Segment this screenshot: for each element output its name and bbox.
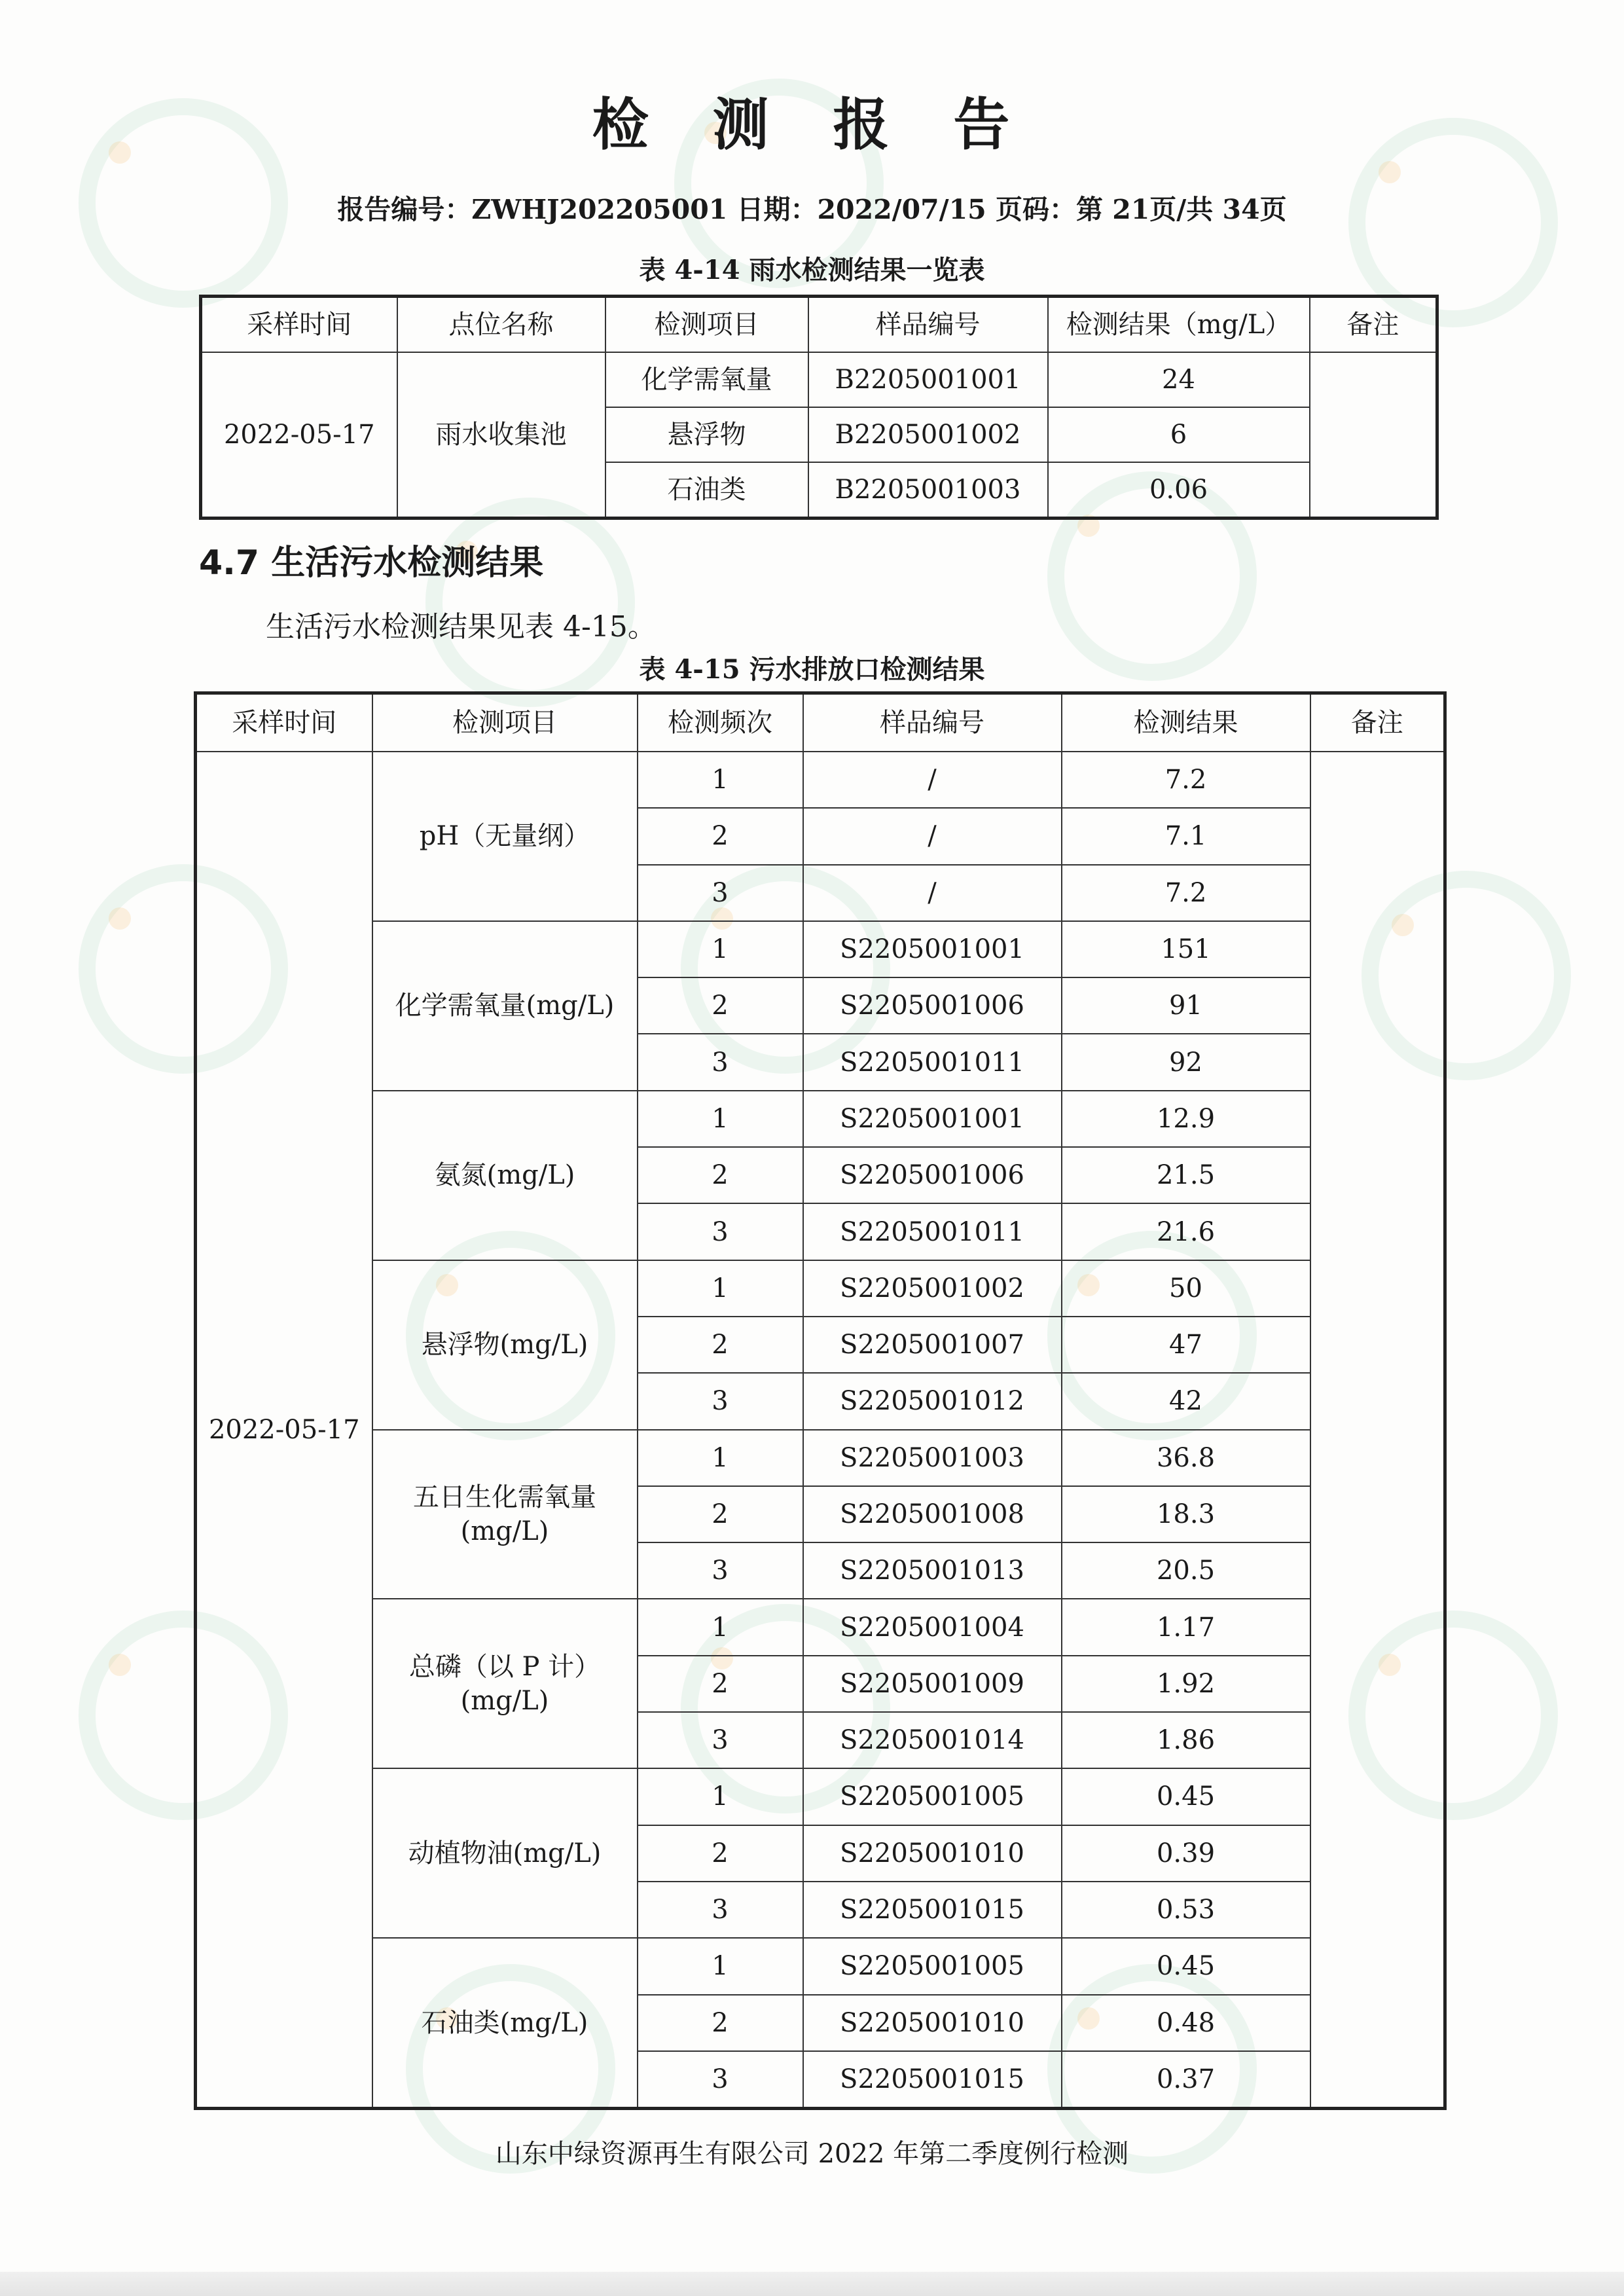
sample-id-cell: S2205001015 (803, 2051, 1062, 2109)
sample-id-cell: S2205001010 (803, 1995, 1062, 2051)
result-cell: 1.17 (1062, 1599, 1310, 1655)
section-intro: 生活污水检测结果见表 4-15。 (266, 610, 657, 644)
site-name-cell: 雨水收集池 (397, 352, 605, 519)
item-cell: 氨氮(mg/L) (372, 1091, 638, 1260)
table-row (196, 1768, 1445, 1825)
sample-id-cell: S2205001005 (803, 1768, 1062, 1825)
sample-id-cell: B2205001001 (808, 352, 1048, 407)
result-cell: 47 (1062, 1317, 1310, 1373)
header-cell: 检测结果 (1062, 693, 1310, 752)
table2-caption: 表 4-15 污水排放口检测结果 (639, 654, 985, 685)
section-heading: 4.7 生活污水检测结果 (199, 543, 544, 583)
item-cell: 总磷（以 P 计） (mg/L) (372, 1599, 638, 1768)
result-cell: 20.5 (1062, 1542, 1310, 1599)
result-cell: 21.5 (1062, 1147, 1310, 1203)
result-cell: 36.8 (1062, 1430, 1310, 1486)
item-cell: 悬浮物(mg/L) (372, 1260, 638, 1430)
table-header-row (201, 297, 1437, 353)
sample-id-cell: S2205001001 (803, 921, 1062, 977)
result-cell: 0.39 (1062, 1825, 1310, 1882)
result-cell: 0.45 (1062, 1768, 1310, 1825)
table1-caption: 表 4-14 雨水检测结果一览表 (639, 255, 985, 285)
header-cell: 点位名称 (397, 297, 605, 353)
table-row (196, 1599, 1445, 1655)
frequency-cell: 2 (638, 1486, 803, 1542)
remarks-cell (1310, 352, 1437, 519)
result-cell: 0.45 (1062, 1938, 1310, 1994)
header-cell: 采样时间 (196, 693, 372, 752)
frequency-cell: 3 (638, 1203, 803, 1260)
frequency-cell: 3 (638, 1373, 803, 1429)
result-cell: 21.6 (1062, 1203, 1310, 1260)
sample-id-cell: S2205001003 (803, 1430, 1062, 1486)
sample-id-cell: S2205001005 (803, 1938, 1062, 1994)
result-cell: 151 (1062, 921, 1310, 977)
report-title: 检 测 报 告 (592, 92, 1032, 158)
item-cell: 悬浮物 (605, 407, 808, 462)
header-cell: 检测项目 (605, 297, 808, 353)
sample-id-cell: S2205001013 (803, 1542, 1062, 1599)
result-cell: 0.53 (1062, 1882, 1310, 1938)
page-footer: 山东中绿资源再生有限公司 2022 年第二季度例行检测 (495, 2139, 1129, 2169)
frequency-cell: 2 (638, 1317, 803, 1373)
sample-id-cell: S2205001001 (803, 1091, 1062, 1147)
item-cell: pH（无量纲） (372, 752, 638, 921)
frequency-cell: 1 (638, 752, 803, 808)
header-cell: 备注 (1310, 297, 1437, 353)
frequency-cell: 2 (638, 977, 803, 1034)
frequency-cell: 1 (638, 1938, 803, 1994)
rainwater-results-table (199, 295, 1439, 520)
sample-id-cell: S2205001007 (803, 1317, 1062, 1373)
result-cell: 7.2 (1062, 865, 1310, 921)
result-cell: 0.06 (1048, 462, 1310, 519)
result-cell: 24 (1048, 352, 1310, 407)
result-cell: 1.86 (1062, 1712, 1310, 1768)
remarks-cell (1310, 752, 1445, 2109)
table-row (201, 352, 1437, 407)
frequency-cell: 1 (638, 1091, 803, 1147)
header-cell: 备注 (1310, 693, 1445, 752)
sample-id-cell: / (803, 808, 1062, 864)
frequency-cell: 1 (638, 1260, 803, 1317)
frequency-cell: 2 (638, 1147, 803, 1203)
sample-id-cell: S2205001006 (803, 1147, 1062, 1203)
table-row (196, 1091, 1445, 1147)
report-meta-line: 报告编号：ZWHJ202205001 日期：2022/07/15 页码：第 21页/共 34页 (337, 194, 1287, 225)
frequency-cell: 2 (638, 1825, 803, 1882)
result-cell: 18.3 (1062, 1486, 1310, 1542)
frequency-cell: 3 (638, 865, 803, 921)
item-cell: 动植物油(mg/L) (372, 1768, 638, 1938)
sample-id-cell: S2205001010 (803, 1825, 1062, 1882)
header-cell: 采样时间 (201, 297, 397, 353)
table-row (196, 1260, 1445, 1317)
item-cell: 五日生化需氧量 (mg/L) (372, 1430, 638, 1599)
item-cell: 化学需氧量 (605, 352, 808, 407)
table-header-row (196, 693, 1445, 752)
sample-id-cell: S2205001008 (803, 1486, 1062, 1542)
sample-id-cell: S2205001011 (803, 1203, 1062, 1260)
result-cell: 91 (1062, 977, 1310, 1034)
result-cell: 12.9 (1062, 1091, 1310, 1147)
frequency-cell: 2 (638, 1995, 803, 2051)
header-cell: 样品编号 (803, 693, 1062, 752)
header-cell: 样品编号 (808, 297, 1048, 353)
table-row (196, 752, 1445, 808)
frequency-cell: 1 (638, 921, 803, 977)
sample-id-cell: / (803, 865, 1062, 921)
frequency-cell: 1 (638, 1430, 803, 1486)
header-cell: 检测项目 (372, 693, 638, 752)
table-row (196, 921, 1445, 977)
item-cell: 化学需氧量(mg/L) (372, 921, 638, 1091)
sample-id-cell: S2205001006 (803, 977, 1062, 1034)
frequency-cell: 3 (638, 2051, 803, 2109)
sample-id-cell: S2205001009 (803, 1656, 1062, 1712)
sample-id-cell: B2205001003 (808, 462, 1048, 519)
frequency-cell: 1 (638, 1599, 803, 1655)
result-cell: 7.2 (1062, 752, 1310, 808)
result-cell: 7.1 (1062, 808, 1310, 864)
result-cell: 92 (1062, 1034, 1310, 1090)
sample-id-cell: S2205001014 (803, 1712, 1062, 1768)
sample-id-cell: S2205001002 (803, 1260, 1062, 1317)
result-cell: 42 (1062, 1373, 1310, 1429)
frequency-cell: 1 (638, 1768, 803, 1825)
frequency-cell: 3 (638, 1542, 803, 1599)
frequency-cell: 3 (638, 1034, 803, 1090)
scan-page-edge (0, 2272, 1624, 2296)
frequency-cell: 3 (638, 1882, 803, 1938)
table-row (196, 1938, 1445, 1994)
wastewater-results-table (194, 691, 1447, 2110)
sampling-date-cell: 2022-05-17 (196, 752, 372, 2109)
sample-id-cell: S2205001012 (803, 1373, 1062, 1429)
result-cell: 0.48 (1062, 1995, 1310, 2051)
header-cell: 检测结果（mg/L） (1048, 297, 1310, 353)
frequency-cell: 3 (638, 1712, 803, 1768)
sampling-date-cell: 2022-05-17 (201, 352, 397, 519)
sample-id-cell: S2205001015 (803, 1882, 1062, 1938)
result-cell: 6 (1048, 407, 1310, 462)
item-cell: 石油类 (605, 462, 808, 519)
result-cell: 0.37 (1062, 2051, 1310, 2109)
item-cell: 石油类(mg/L) (372, 1938, 638, 2108)
header-cell: 检测频次 (638, 693, 803, 752)
frequency-cell: 2 (638, 808, 803, 864)
sample-id-cell: B2205001002 (808, 407, 1048, 462)
table-row (196, 1430, 1445, 1486)
result-cell: 50 (1062, 1260, 1310, 1317)
sample-id-cell: S2205001004 (803, 1599, 1062, 1655)
sample-id-cell: S2205001011 (803, 1034, 1062, 1090)
result-cell: 1.92 (1062, 1656, 1310, 1712)
frequency-cell: 2 (638, 1656, 803, 1712)
sample-id-cell: / (803, 752, 1062, 808)
